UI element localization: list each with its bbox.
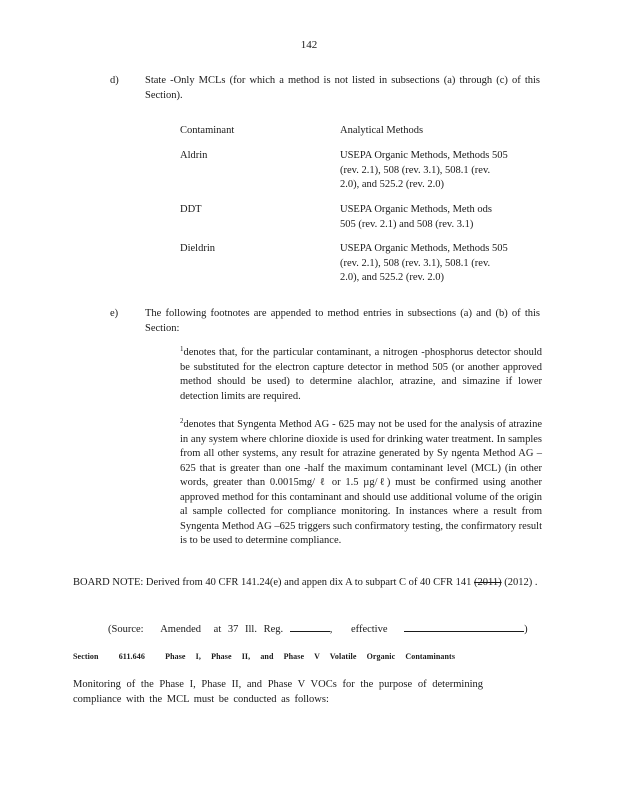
table-row-methods: USEPA Organic Methods, Methods 505 (rev. 2.1), 508 (rev. 3.1), 508.1 (rev. 2.0), and 525.2 (rev. 2.0) — [340, 150, 508, 190]
footnote-1-marker: 1 — [180, 345, 184, 353]
table-row-methods: USEPA Organic Methods, Meth ods 505 (rev. 2.1) and 508 (rev. 3.1) — [340, 204, 492, 230]
source-line — [108, 620, 528, 638]
item-d-text: State -Only MCLs (for which a method is not listed in subsections (a) through (c) of this Section). — [145, 75, 540, 101]
table-row-contaminant: DDT — [180, 204, 202, 215]
page-number: 142 — [300, 39, 318, 51]
source-effective: effective — [350, 624, 388, 635]
footnote-2-text: denotes that Syngenta Method AG - 625 may not be used for the analysis of atrazine in any system where chlorine dioxide is used for drinking water treatment. In samples from all other systems, any result for atrazine generated by Sy ngenta Method AG – 625 that is greater than one -half the maximum contaminant level (MCL) (in other words, greater than 0.0015mg/ ℓ or 1.5 µg/ℓ) must be confirmed using another approved method for this contaminant and should use additional volume of the origin al sample collected for compliance monitoring. In instances where a result from Syngenta Method AG –625 triggers such confirmatory testing, the confirmatory result is to be used to determine compliance. — [180, 419, 542, 546]
footnote-2 — [180, 418, 542, 549]
item-e-text: The following footnotes are appended to method entries in subsections (a) and (b) of this Section: — [145, 308, 540, 334]
source-close: ) — [524, 624, 528, 635]
board-note-struck-year: (2011) — [474, 577, 502, 588]
table-row-methods: USEPA Organic Methods, Methods 505 (rev. 2.1), 508 (rev. 3.1), 508.1 (rev. 2.0), and 525.2 (rev. 2.0) — [340, 243, 508, 283]
board-note-text: BOARD NOTE: Derived from 40 CFR 141.24(e) and appen dix A to subpart C of 40 CFR 141 — [73, 577, 472, 588]
item-d-label: d) — [110, 75, 119, 86]
source-at: at 37 Ill. Reg. — [213, 624, 284, 635]
board-note-end: . — [534, 577, 538, 588]
source-comma: , — [329, 624, 333, 635]
table-header-contaminant: Contaminant — [180, 125, 235, 136]
source-prefix: (Source: — [108, 624, 144, 635]
board-note — [73, 576, 543, 591]
footnote-1-text: denotes that, for the particular contaminant, a nitrogen -phosphorus detector should be substituted for the electron capture detector in method 505 (or another approved method should be used) to determine alachlor, atrazine, and simazine if lower detection limits are required. — [180, 347, 542, 402]
item-e-label: e) — [110, 308, 119, 319]
register-volume-blank — [290, 620, 330, 632]
section-label: Section — [73, 652, 99, 661]
section-title: Phase I, Phase II, and Phase V Volatile Organic Contaminants — [165, 652, 456, 661]
section-number: 611.646 — [118, 652, 145, 661]
footnote-1 — [180, 346, 542, 404]
table-row-contaminant: Aldrin — [180, 150, 208, 161]
source-amended: Amended — [160, 624, 202, 635]
final-paragraph: Monitoring of the Phase I, Phase II, and Phase V VOCs for the purpose of determining compliance with the MCL must be conducted as follows: — [73, 679, 483, 705]
board-note-new-year: (2012) — [504, 577, 533, 588]
effective-date-blank — [404, 620, 524, 632]
table-row-contaminant: Dieldrin — [180, 243, 215, 254]
footnote-2-marker: 2 — [180, 417, 184, 425]
section-heading — [73, 650, 473, 665]
table-header-methods: Analytical Methods — [340, 125, 424, 136]
